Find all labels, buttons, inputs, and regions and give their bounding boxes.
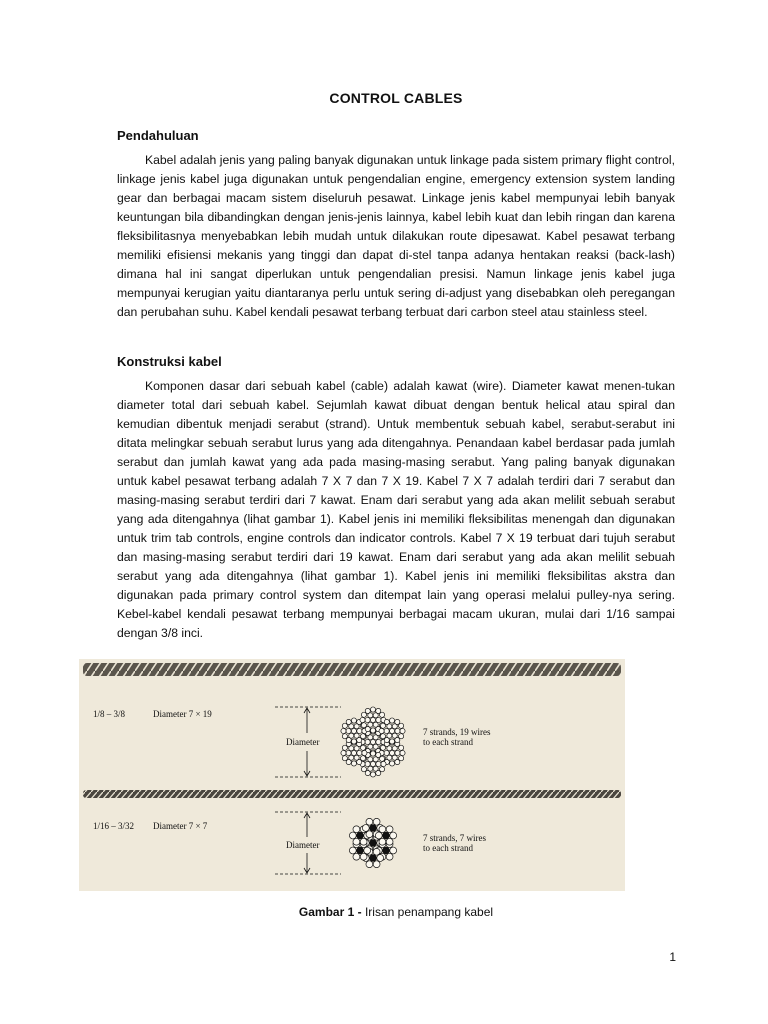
cable-7x19-note-line1: 7 strands, 19 wires (423, 727, 491, 737)
page-title: CONTROL CABLES (329, 90, 463, 106)
cable-cross-section-figure (79, 659, 625, 891)
cable-7x19-diameter-label: Diameter 7 × 19 (153, 709, 212, 719)
figure-caption-text: Irisan penampang kabel (364, 905, 494, 919)
paragraph-konstruksi: Komponen dasar dari sebuah kabel (cable) adalah kawat (wire). Diameter kawat menen-tukan diameter total dari sebuah kabel. Sejumlah kawat dibuat dengan bentuk helical atau spiral dan kemudian dibentuk menjadi serabut (strand). Untuk membentuk sebuah kabel, serabut-serabut ini ditata melingkar sebuah serabut lurus yang ada ditengahnya. Penandaan kabel berdasar pada jumlah serabut dan jumlah kawat yang ada pada masing-masing serabut. Yang paling banyak digunakan untuk kabel pesawat terbang adalah 7 X 7 dan 7 X 19. Kabel 7 X 7 adalah terdiri dari 7 serabut dan masing-masing serabut terdiri dari 7 kawat. Enam dari serabut yang ada akan melilit sebuah serabut yang ada ditengahnya (lihat gambar 1). Kabel jenis ini memiliki fleksibilitas menengah dan digunakan untuk trim tab controls, engine controls dan indicator controls. Kabel 7 X 19 terbuat dari tujuh serabut dan masing-masing serabut terdiri dari 19 kawat. Enam dari serabut yang ada akan melilit sebuah serabut yang ada ditengahnya (lihat gambar 1). Kabel jenis ini memiliki fleksibilitas akstra dan digunakan pada primary control system dan ditempat lain yang operasi melalui pulley-nya sering. Kebel-kabel kendali pesawat terbang mempunyai berbagai macam ukuran, mulai dari 1/16 sampai dengan 3/8 inci. (117, 379, 675, 640)
cable-7x19-note-line2: to each strand (423, 737, 473, 747)
cable-7x19-size: 1/8 – 3/8 (93, 709, 126, 719)
figure-caption-label: Gambar 1 - (298, 905, 362, 919)
cable-7x7-illustration (83, 790, 621, 874)
cable-7x7-cross-section-icon (349, 818, 396, 867)
section-heading-konstruksi: Konstruksi kabel (117, 354, 222, 369)
cable-7x7-diameter-label: Diameter 7 × 7 (153, 821, 208, 831)
cable-7x19-illustration (83, 663, 621, 777)
figure-caption (117, 905, 675, 919)
cable-7x19-side-view (83, 663, 621, 676)
cable-7x7-side-view (83, 790, 621, 798)
cable-7x7-size: 1/16 – 3/32 (93, 821, 135, 831)
cable-7x19-dimension-label: Diameter (286, 737, 320, 747)
cable-7x7-note-line2: to each strand (423, 843, 473, 853)
cable-7x19-cross-section-icon (341, 707, 405, 777)
cable-7x7-note-line1: 7 strands, 7 wires (423, 833, 486, 843)
section-heading-pendahuluan: Pendahuluan (117, 128, 199, 143)
paragraph-pendahuluan: Kabel adalah jenis yang paling banyak digunakan untuk linkage pada sistem primary flight control, linkage jenis kabel juga digunakan untuk pengendalian engine, emergency extension system landing gear dan berbagai macam sistem diseluruh pesawat. Linkage jenis kabel mempunyai lebih banyak keuntungan bila dibandingkan dengan jenis-jenis lainnya, kabel lebih kuat dan lebih ringan dan karena fleksibilitasnya menyebabkan lebih mudah untuk dilakukan route dipesawat. Kabel pesawat terbang memiliki efisiensi mekanis yang tinggi dan dapat di-stel tanpa adanya hentakan reaksi (back-lash) dimana hal ini sangat diperlukan untuk pengendalian presisi. Namun linkage jenis kabel juga mempunyai kerugian yaitu diantaranya perlu untuk sering di-adjust yang disebabkan oleh peregangan dan perubahan suhu. Kabel kendali pesawat terbang terbuat dari carbon steel atau stainless steel. (117, 153, 675, 319)
cable-7x7-dimension-label: Diameter (286, 840, 320, 850)
page-number: 1 (669, 950, 676, 964)
